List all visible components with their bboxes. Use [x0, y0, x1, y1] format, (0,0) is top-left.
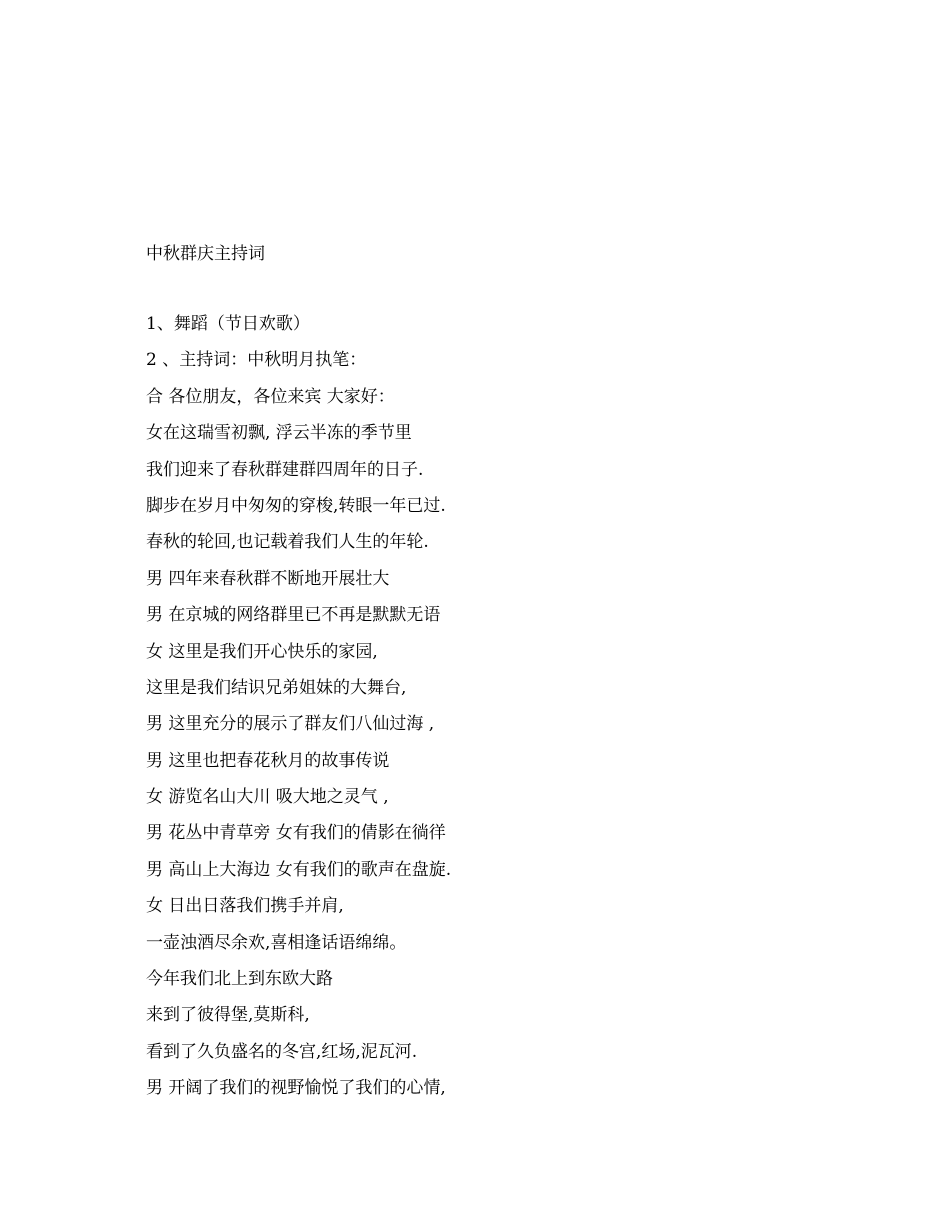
script-line: 男 这里也把春花秋月的故事传说 — [146, 750, 390, 771]
script-line: 2 、主持词：中秋明月执笔： — [146, 350, 367, 371]
document-title: 中秋群庆主持词 — [146, 244, 265, 264]
script-line: 女 日出日落我们携手并肩, — [146, 896, 344, 917]
script-lines — [146, 313, 451, 1114]
script-line: 我们迎来了春秋群建群四周年的日子. — [146, 459, 424, 480]
script-line: 女在这瑞雪初飘, 浮云半冻的季节里 — [146, 423, 412, 444]
script-line: 女 这里是我们开心快乐的家园, — [146, 641, 378, 662]
script-line: 男 在京城的网络群里已不再是默默无语 — [146, 605, 441, 626]
script-line: 女 游览名山大川 吸大地之灵气 , — [146, 787, 389, 808]
script-line: 合 各位朋友，各位来宾 大家好： — [146, 386, 395, 407]
script-line: 1、舞蹈（节日欢歌） — [146, 314, 310, 334]
script-line: 男 开阔了我们的视野愉悦了我们的心情, — [146, 1078, 446, 1099]
script-line: 春秋的轮回,也记载着我们人生的年轮. — [146, 532, 429, 553]
script-line: 这里是我们结识兄弟姐妹的大舞台, — [146, 677, 407, 698]
script-line: 看到了久负盛名的冬宫,红场,泥瓦河. — [146, 1041, 418, 1062]
script-line: 男 这里充分的展示了群友们八仙过海 , — [146, 714, 435, 735]
script-line: 男 花丛中青草旁 女有我们的倩影在徜徉 — [146, 823, 446, 844]
script-line: 脚步在岁月中匆匆的穿梭,转眼一年已过. — [146, 495, 446, 516]
script-line: 男 高山上大海边 女有我们的歌声在盘旋. — [146, 859, 452, 880]
script-line: 一壶浊酒尽余欢,喜相逢话语绵绵。 — [146, 932, 407, 953]
script-line: 男 四年来春秋群不断地开展壮大 — [146, 568, 390, 589]
script-line: 今年我们北上到东欧大路 — [146, 969, 333, 990]
script-line: 来到了彼得堡,莫斯科, — [146, 1005, 310, 1026]
